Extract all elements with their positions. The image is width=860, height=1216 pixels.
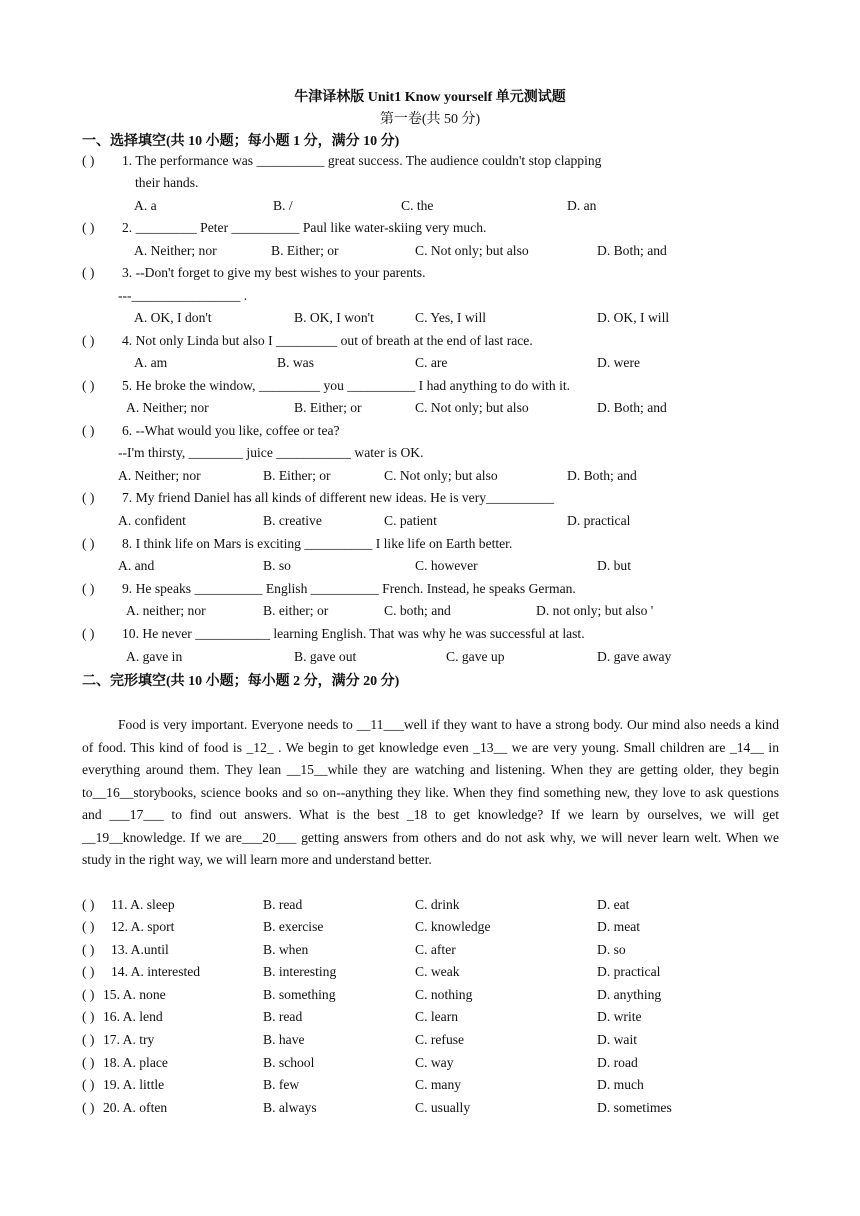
answer-option[interactable]: D. wait [597,1032,638,1047]
answer-option[interactable]: B. / [273,198,293,213]
answer-option[interactable]: 13. A.until [111,942,169,957]
answer-option[interactable]: C. usually [415,1100,471,1115]
answer-option[interactable]: C. way [415,1055,454,1070]
answer-option[interactable]: A. neither; nor [126,603,206,618]
answer-option[interactable]: D. an [567,198,597,213]
cloze-passage [82,714,779,872]
answer-option[interactable]: C. after [415,942,456,957]
answer-option[interactable]: B. gave out [294,649,357,664]
answer-bracket[interactable]: ( ) [82,490,95,505]
answer-option[interactable]: 20. A. often [103,1100,168,1115]
answer-bracket[interactable]: ( ) [82,333,95,348]
answer-option[interactable]: A. a [134,198,157,213]
answer-option[interactable]: C. drink [415,897,460,912]
question-stem: 8. I think life on Mars is exciting __________ I like life on Earth better. [122,536,513,551]
answer-bracket[interactable]: ( ) [82,1055,95,1070]
page-subtitle: 第一卷(共 50 分) [379,112,481,127]
answer-option[interactable]: A. confident [118,513,186,528]
question-stem: 9. He speaks __________ English __________ French. Instead, he speaks German. [122,581,576,596]
answer-option[interactable]: C. many [415,1077,462,1092]
answer-option[interactable]: 16. A. lend [103,1009,163,1024]
answer-option[interactable]: 14. A. interested [111,964,201,979]
answer-bracket[interactable]: ( ) [82,581,95,596]
answer-option[interactable]: B. school [263,1055,315,1070]
answer-option[interactable]: C. Not only; but also [384,468,498,483]
question-stem: 3. --Don't forget to give my best wishes to your parents. [122,265,426,280]
answer-option[interactable]: D. not only; but also ' [536,603,654,618]
answer-option[interactable]: C. knowledge [415,919,491,934]
question-stem: 4. Not only Linda but also I _________ out of breath at the end of last race. [122,333,533,348]
answer-option[interactable]: A. Neither; nor [118,468,201,483]
answer-option[interactable]: D. OK, I will [597,310,670,325]
answer-option[interactable]: 17. A. try [103,1032,155,1047]
page-title: 牛津译林版 Unit1 Know yourself 单元测试题 [294,90,566,105]
answer-bracket[interactable]: ( ) [82,423,95,438]
answer-bracket[interactable]: ( ) [82,1077,95,1092]
answer-option[interactable]: B. when [263,942,309,957]
answer-bracket[interactable]: ( ) [82,153,95,168]
answer-option[interactable]: 12. A. sport [111,919,175,934]
answer-option[interactable]: B. few [263,1077,300,1092]
question-stem: 7. My friend Daniel has all kinds of different new ideas. He is very__________ [122,490,555,505]
answer-option[interactable]: C. Yes, I will [415,310,487,325]
answer-option[interactable]: A. Neither; nor [134,243,217,258]
answer-bracket[interactable]: ( ) [82,987,95,1002]
answer-bracket[interactable]: ( ) [82,378,95,393]
answer-option[interactable]: 11. A. sleep [111,897,175,912]
answer-bracket[interactable]: ( ) [82,1100,95,1115]
answer-option[interactable]: B. Either; or [271,243,339,258]
answer-option[interactable]: C. Not only; but also [415,400,529,415]
answer-option[interactable]: D. write [597,1009,642,1024]
answer-bracket[interactable]: ( ) [82,220,95,235]
answer-bracket[interactable]: ( ) [82,626,95,641]
answer-bracket[interactable]: ( ) [82,897,95,912]
answer-bracket[interactable]: ( ) [82,919,95,934]
answer-option[interactable]: B. Either; or [263,468,331,483]
answer-option[interactable]: D. Both; and [567,468,637,483]
question-stem: 10. He never ___________ learning English. That was why he was successful at last. [122,626,585,641]
answer-option[interactable]: B. was [277,355,315,370]
answer-option[interactable]: A. gave in [126,649,183,664]
answer-bracket[interactable]: ( ) [82,942,95,957]
answer-option[interactable]: B. read [263,1009,303,1024]
answer-option[interactable]: C. gave up [446,649,505,664]
section1-heading: 一、选择填空(共 10 小题；每小题 1 分，满分 10 分) [82,134,400,149]
answer-option[interactable]: B. read [263,897,303,912]
answer-option[interactable]: D. practical [597,964,661,979]
question-stem: 5. He broke the window, _________ you __________ I had anything to do with it. [122,378,571,393]
answer-option[interactable]: C. patient [384,513,437,528]
answer-option[interactable]: D. were [597,355,641,370]
question-stem: 6. --What would you like, coffee or tea? [122,423,340,438]
answer-option[interactable]: B. always [263,1100,317,1115]
answer-bracket[interactable]: ( ) [82,536,95,551]
answer-option[interactable]: D. Both; and [597,400,667,415]
question-stem: 1. The performance was __________ great success. The audience couldn't stop clapping [122,153,602,168]
question-stem: 2. _________ Peter __________ Paul like water-skiing very much. [122,220,487,235]
answer-bracket[interactable]: ( ) [82,964,95,979]
answer-option[interactable]: C. however [415,558,478,573]
answer-option[interactable]: C. are [415,355,448,370]
answer-option[interactable]: D. so [597,942,626,957]
answer-option[interactable]: D. anything [597,987,662,1002]
answer-option[interactable]: C. learn [415,1009,459,1024]
answer-option[interactable]: B. so [263,558,291,573]
answer-option[interactable]: 15. A. none [103,987,166,1002]
cloze-passage-text: Food is very important. Everyone needs to __11___well if they want to have a strong body. Our mind also needs a kind of food. This kind of food is _12_ . We begin to get knowledge even _13__ we are very young. Small children are _14__ in everything around them. They lean __15__while they are watching and listening. When they are getting older, they begin to__16__storybooks, science books and so on--anything they like. When they find something new, they love to ask questions and ___17___ to find out answers. What is the best _18 to get knowledge? If we learn by ourselves, we will get __19__knowledge. If we are___20___ getting answers from others and do not ask why, we will never learn welt. When we study in the right way, we will learn more and understand better. [82,717,779,867]
answer-option[interactable]: D. road [597,1055,638,1070]
answer-option[interactable]: D. practical [567,513,631,528]
answer-option[interactable]: C. refuse [415,1032,465,1047]
answer-option[interactable]: C. Not only; but also [415,243,529,258]
answer-option[interactable]: A. OK, I don't [134,310,212,325]
answer-option[interactable]: B. either; or [263,603,329,618]
answer-option[interactable]: D. Both; and [597,243,667,258]
question-stem-continued: --I'm thirsty, ________ juice ___________ water is OK. [118,445,424,460]
answer-option[interactable]: B. OK, I won't [294,310,374,325]
answer-option[interactable]: D. much [597,1077,644,1092]
answer-option[interactable]: D. sometimes [597,1100,672,1115]
answer-option[interactable]: B. something [263,987,336,1002]
question-stem-continued: their hands. [135,175,199,190]
answer-option[interactable]: A. and [118,558,155,573]
answer-option[interactable]: D. gave away [597,649,672,664]
answer-option[interactable]: B. Either; or [294,400,362,415]
answer-option[interactable]: B. exercise [263,919,324,934]
answer-option[interactable]: D. eat [597,897,630,912]
answer-option[interactable]: 19. A. little [103,1077,165,1092]
answer-option[interactable]: A. am [134,355,168,370]
answer-bracket[interactable]: ( ) [82,1032,95,1047]
answer-option[interactable]: 18. A. place [103,1055,168,1070]
answer-bracket[interactable]: ( ) [82,1009,95,1024]
answer-option[interactable]: D. meat [597,919,641,934]
answer-option[interactable]: C. nothing [415,987,473,1002]
answer-option[interactable]: B. interesting [263,964,337,979]
answer-option[interactable]: C. the [401,198,434,213]
question-stem-continued: ---________________ . [118,288,248,303]
answer-option[interactable]: A. Neither; nor [126,400,209,415]
answer-option[interactable]: B. have [263,1032,305,1047]
answer-option[interactable]: B. creative [263,513,322,528]
section2-heading: 二、完形填空(共 10 小题；每小题 2 分，满分 20 分) [82,674,400,689]
answer-option[interactable]: D. but [597,558,631,573]
answer-option[interactable]: C. weak [415,964,460,979]
answer-bracket[interactable]: ( ) [82,265,95,280]
answer-option[interactable]: C. both; and [384,603,451,618]
